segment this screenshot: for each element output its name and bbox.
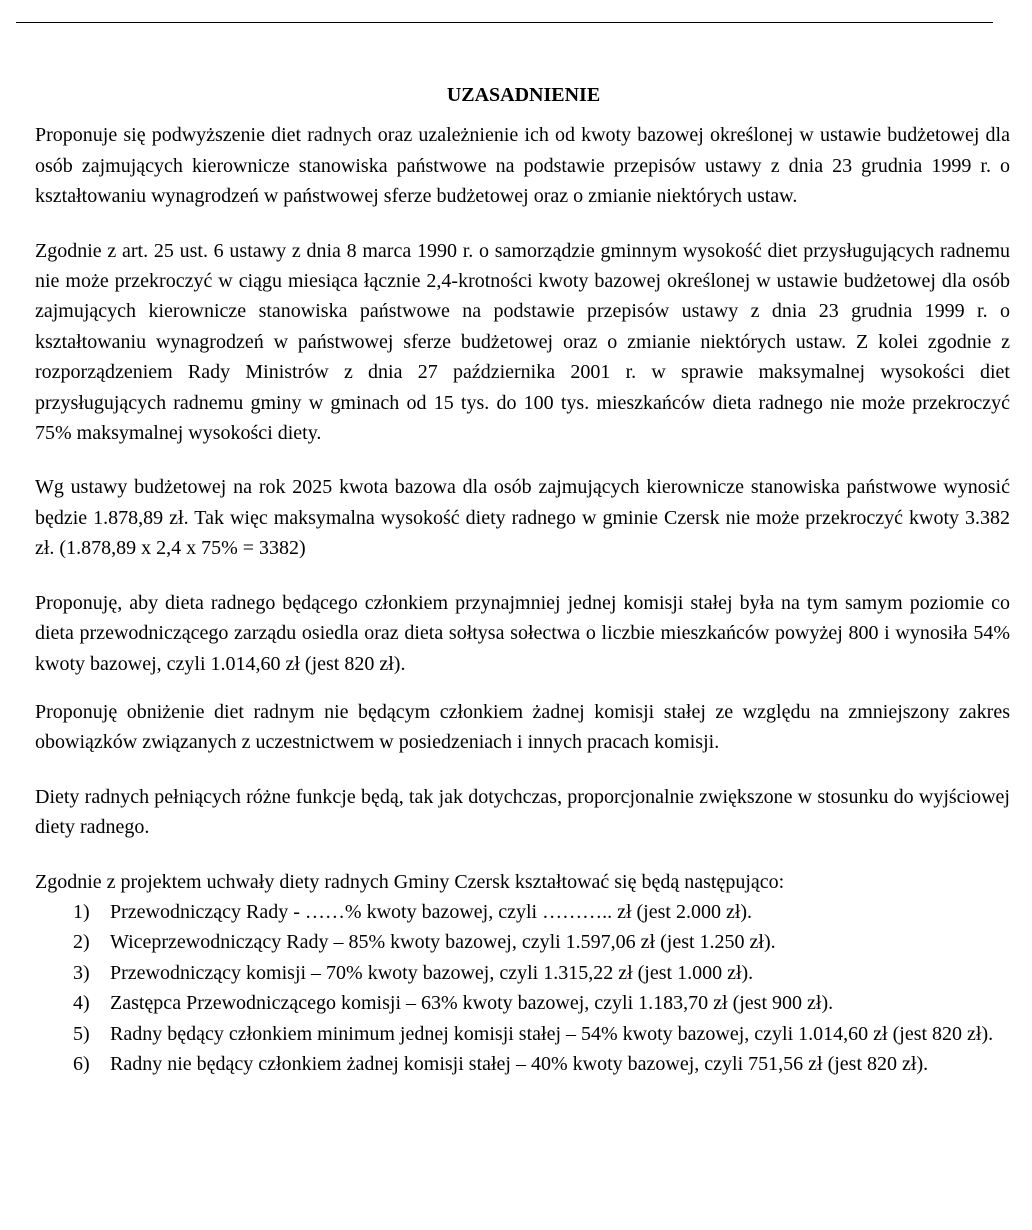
list-item-text: Radny będący członkiem minimum jednej komisji stałej – 54% kwoty bazowej, czyli 1.014,60 zł (jest 820 zł). [110,1022,994,1045]
list-item-text: Radny nie będący członkiem żadnej komisji stałej – 40% kwoty bazowej, czyli 751,56 zł (jest 820 zł). [110,1052,929,1075]
list-item [35,897,1010,927]
list-item-text: Zastępca Przewodniczącego komisji – 63% kwoty bazowej, czyli 1.183,70 zł (jest 900 zł). [110,992,834,1015]
paragraph-5: Proponuję obniżenie diet radnym nie będącym członkiem żadnej komisji stałej ze względu na zmniejszony zakres obowiązków związanych z uczestnictwem w posiedzeniach i innych pracach komisji. [35,700,1010,754]
list-item-number: 2) [73,931,90,954]
list-item [35,1019,1010,1049]
list-item-text: Przewodniczący Rady - ……% kwoty bazowej, czyli ……….. zł (jest 2.000 zł). [110,900,753,923]
list-item-number: 5) [73,1022,90,1045]
paragraph-1: Proponuje się podwyższenie diet radnych oraz uzależnienie ich od kwoty bazowej określonej w ustawie budżetowej dla osób zajmujących kierownicze stanowiska państwowe na podstawie przepisów ustawy z dnia 23 grudnia 1999 r. o kształtowaniu wynagrodzeń w państwowej sferze budżetowej oraz o zmianie niektórych ustaw. [35,124,1010,208]
list-item [35,988,1010,1018]
paragraph-2: Zgodnie z art. 25 ust. 6 ustawy z dnia 8 marca 1990 r. o samorządzie gminnym wysokość diet przysługujących radnemu nie może przekroczyć w ciągu miesiąca łącznie 2,4-krotności kwoty bazowej określonej w ustawie budżetowej dla osób zajmujących kierownicze stanowiska państwowe na podstawie przepisów ustawy z dnia 23 grudnia 1999 r. o kształtowaniu wynagrodzeń w państwowej sferze budżetowej oraz o zmianie niektórych ustaw. Z kolei zgodnie z rozporządzeniem Rady Ministrów z dnia 27 października 2001 r. w sprawie maksymalnej wysokości diet przysługujących radnemu gminy w gminach od 15 tys. do 100 tys. mieszkańców dieta radnego nie może przekroczyć 75% maksymalnej wysokości diety. [35,239,1010,445]
paragraph-6: Diety radnych pełniących różne funkcje będą, tak jak dotychczas, proporcjonalnie zwiększone w stosunku do wyjściowej diety radnego. [35,785,1010,839]
top-divider [16,22,993,23]
list-item [35,927,1010,957]
list-item-number: 3) [73,961,90,984]
list-item-number: 6) [73,1052,90,1075]
diet-list [35,897,1010,1079]
list-item [35,1049,1010,1079]
list-item [35,958,1010,988]
document-title: UZASADNIENIE [446,84,601,106]
paragraph-3: Wg ustawy budżetowej na rok 2025 kwota bazowa dla osób zajmujących kierownicze stanowiska państwowe wynosić będzie 1.878,89 zł. Tak więc maksymalna wysokość diety radnego w gminie Czersk nie może przekroczyć kwoty 3.382 zł. (1.878,89 x 2,4 x 75% = 3382) [35,476,1010,560]
list-item-number: 1) [73,900,90,923]
list-intro: Zgodnie z projektem uchwały diety radnych Gminy Czersk kształtować się będą następująco: [35,870,785,893]
list-item-number: 4) [73,992,90,1015]
list-item-text: Przewodniczący komisji – 70% kwoty bazowej, czyli 1.315,22 zł (jest 1.000 zł). [110,961,754,984]
document-body [35,80,1010,1079]
paragraph-4: Proponuję, aby dieta radnego będącego członkiem przynajmniej jednej komisji stałej była na tym samym poziomie co dieta przewodniczącego zarządu osiedla oraz dieta sołtysa sołectwa o liczbie mieszkańców powyżej 800 i wynosiła 54% kwoty bazowej, czyli 1.014,60 zł (jest 820 zł). [35,591,1010,675]
list-item-text: Wiceprzewodniczący Rady – 85% kwoty bazowej, czyli 1.597,06 zł (jest 1.250 zł). [110,931,776,954]
